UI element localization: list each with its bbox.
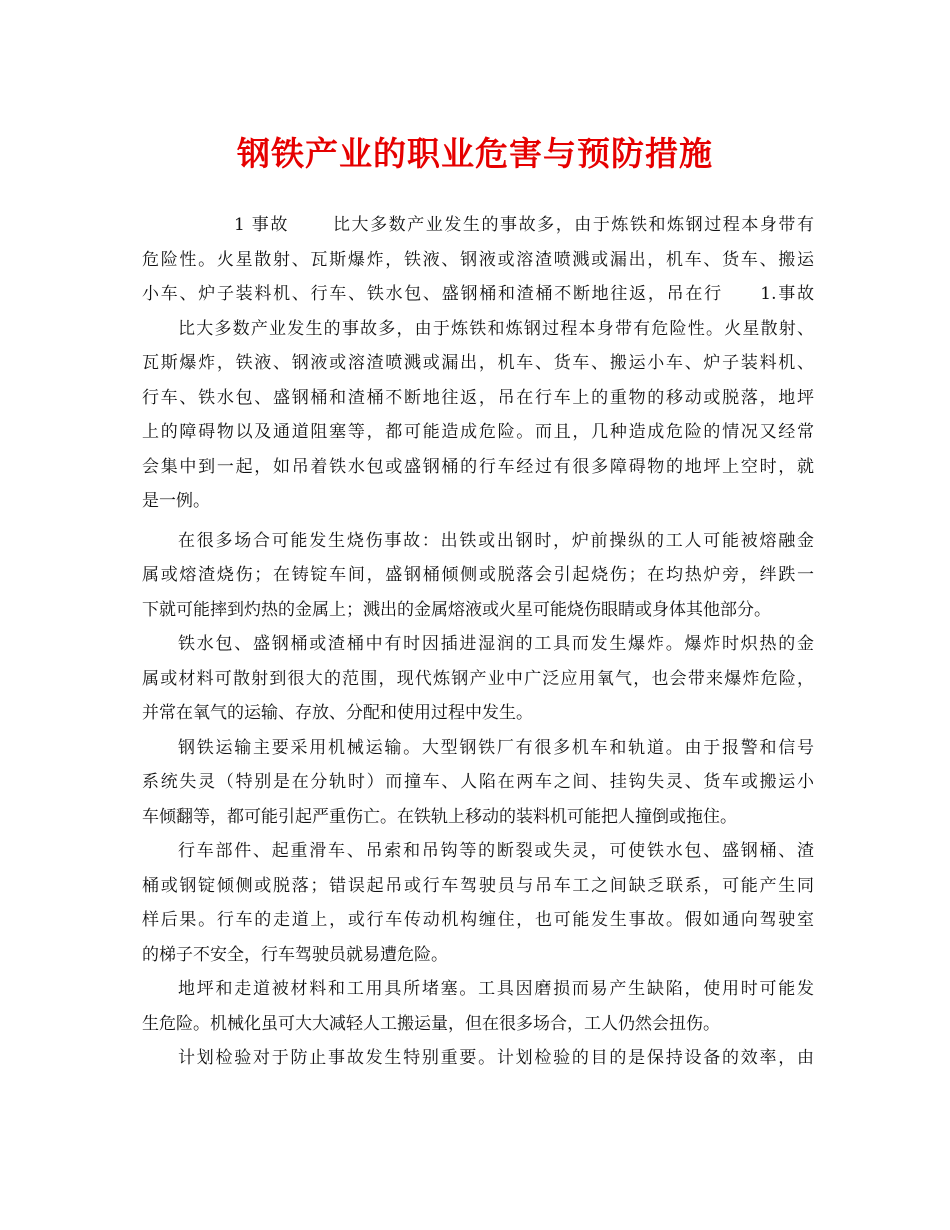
text-line: 样后果。行车的走道上，或行车传动机构缠住，也可能发生事故。假如通向驾驶室 bbox=[142, 910, 814, 930]
text-line: 车倾翻等，都可能引起严重伤亡。在铁轨上移动的装料机可能把人撞倒或拖住。 bbox=[142, 806, 737, 827]
text-line: 是一例。 bbox=[142, 491, 210, 511]
text-line: 会集中到一起，如吊着铁水包或盛钢桶的行车经过有很多障碍物的地坪上空时，就 bbox=[142, 456, 814, 477]
text-line: 钢铁运输主要采用机械运输。大型钢铁厂有很多机车和轨道。由于报警和信号 bbox=[178, 737, 814, 758]
text-line: 在很多场合可能发生烧伤事故：出铁或出钢时，炉前操纵的工人可能被熔融金 bbox=[178, 530, 814, 551]
text-line: 属或材料可散射到很大的范围，现代炼钢产业中广泛应用氧气，也会带来爆炸危险， bbox=[142, 668, 814, 689]
text-line: 铁水包、盛钢桶或渣桶中有时因插进湿润的工具而发生爆炸。爆炸时炽热的金 bbox=[178, 634, 814, 654]
text-line: 行车、铁水包、盛钢桶和渣桶不断地往返，吊在行车上的重物的移动或脱落，地坪 bbox=[142, 387, 814, 408]
text-line: 比大多数产业发生的事故多，由于炼铁和炼钢过程本身带有危险性。火星散射、 bbox=[178, 318, 814, 339]
text-line: 危险性。火星散射、瓦斯爆炸，铁液、钢液或溶渣喷溅或漏出，机车、货车、搬运 bbox=[142, 249, 814, 270]
text-line: 计划检验对于防止事故发生特别重要。计划检验的目的是保持设备的效率，由 bbox=[178, 1048, 814, 1068]
text-line: 生危险。机械化虽可大大减轻人工搬运量，但在很多场合，工人仍然会扭伤。 bbox=[142, 1013, 720, 1034]
text-line: 并常在氧气的运输、存放、分配和使用过程中发生。 bbox=[142, 703, 533, 723]
text-line: 小车、炉子装料机、行车、铁水包、盛钢桶和渣桶不断地往返，吊在行 1.事故 bbox=[142, 284, 814, 304]
text-line: 的梯子不安全，行车驾驶员就易遭危险。 bbox=[142, 944, 448, 965]
text-line: 瓦斯爆炸，铁液、钢液或溶渣喷溅或漏出，机车、货车、搬运小车、炉子装料机、 bbox=[142, 353, 814, 373]
text-line: 1 事故 比大多数产业发生的事故多，由于炼铁和炼钢过程本身带有 bbox=[234, 215, 814, 235]
text-line: 桶或钢锭倾侧或脱落；错误起吊或行车驾驶员与吊车工之间缺乏联系，可能产生同 bbox=[142, 875, 814, 896]
text-line: 属或熔渣烧伤；在铸锭车间，盛钢桶倾侧或脱落会引起烧伤；在均热炉旁，绊跌一 bbox=[142, 565, 814, 585]
document-body bbox=[142, 208, 814, 1076]
text-line: 行车部件、起重滑车、吊索和吊钩等的断裂或失灵，可使铁水包、盛钢桶、渣 bbox=[178, 841, 814, 861]
text-line: 系统失灵（特别是在分轨时）而撞车、人陷在两车之间、挂钩失灵、货车或搬运小 bbox=[142, 772, 814, 792]
document-title: 钢铁产业的职业危害与预防措施 bbox=[237, 134, 713, 173]
text-line: 下就可能摔到灼热的金属上；溅出的金属熔液或火星可能烧伤眼睛或身体其他部分。 bbox=[142, 599, 771, 620]
text-line: 上的障碍物以及通道阻塞等，都可能造成危险。而且，几种造成危险的情况又经常 bbox=[142, 422, 814, 442]
text-line: 地坪和走道被材料和工用具所堵塞。工具因磨损而易产生缺陷，使用时可能发 bbox=[178, 979, 814, 999]
